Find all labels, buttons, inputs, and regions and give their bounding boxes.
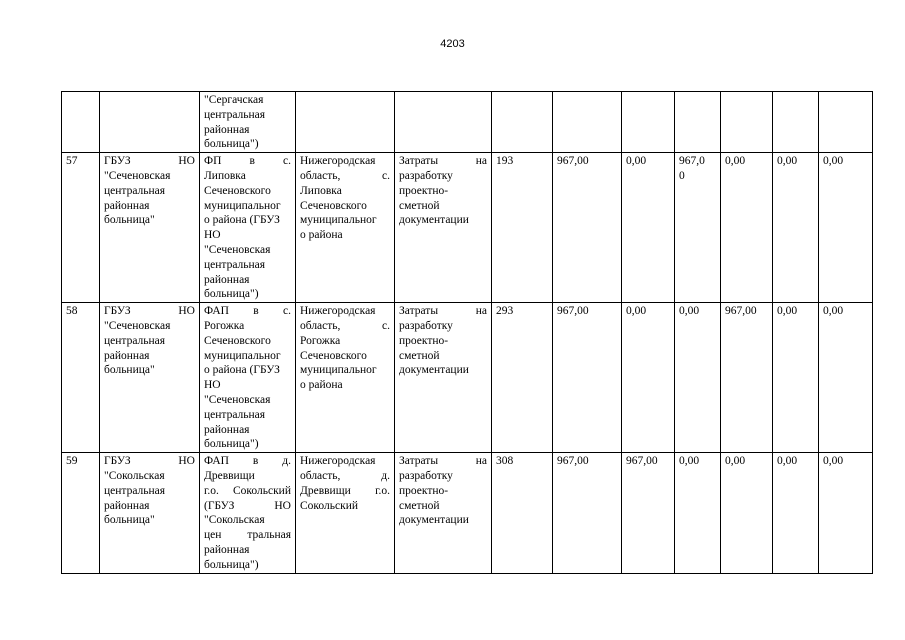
text-line: 967,0 xyxy=(679,155,705,168)
text-line: Рогожка xyxy=(204,319,245,332)
text-word: область, xyxy=(300,169,341,182)
text-line: муниципальног xyxy=(300,214,377,227)
cell-num xyxy=(62,92,100,153)
text-line xyxy=(300,469,390,484)
text-line xyxy=(104,154,195,169)
text-line: центральная xyxy=(104,484,166,497)
cell-org xyxy=(100,153,200,303)
text-line xyxy=(104,454,195,469)
text-line: документации xyxy=(399,514,469,527)
table-row xyxy=(62,303,873,453)
text-line: Нижегородская xyxy=(300,455,376,468)
cell-org xyxy=(100,303,200,453)
text-line xyxy=(300,169,390,184)
text-word: на xyxy=(475,155,487,168)
page-number: 4203 xyxy=(440,38,465,50)
cell-org xyxy=(100,92,200,153)
text-line: о района (ГБУЗ xyxy=(204,364,280,377)
cell-value: 0,00 xyxy=(819,153,873,303)
cell-facility xyxy=(200,453,296,573)
text-line: больница" xyxy=(104,364,155,377)
cell-value xyxy=(721,92,773,153)
budget-table xyxy=(61,91,873,574)
text-word: ФП xyxy=(204,155,222,168)
text-word: НО xyxy=(178,455,195,468)
text-word: Сокольский xyxy=(232,484,291,497)
text-line: проектно- xyxy=(399,334,449,347)
text-word: тральная xyxy=(247,529,291,542)
text-word: область, xyxy=(300,469,341,482)
cell-code: 193 xyxy=(492,153,553,303)
cell-value: 0,00 xyxy=(819,453,873,573)
text-word: ГБУЗ xyxy=(104,305,131,318)
text-line: муниципальног xyxy=(204,199,281,212)
text-word: г.о. xyxy=(204,484,219,497)
text-line: больница") xyxy=(204,438,259,451)
text-line xyxy=(204,484,291,499)
cell-value xyxy=(675,153,721,303)
text-word: НО xyxy=(274,499,291,512)
text-line: больница") xyxy=(204,558,259,571)
text-line: "Сеченовская xyxy=(204,243,271,256)
text-word: ФАП xyxy=(204,305,229,318)
text-line: больница") xyxy=(204,288,259,301)
text-word: Древвищи xyxy=(300,484,351,497)
cell-value: 0,00 xyxy=(773,153,819,303)
text-word: в xyxy=(252,455,259,468)
text-line: центральная xyxy=(204,258,266,271)
cell-code: 293 xyxy=(492,303,553,453)
cell-facility xyxy=(200,303,296,453)
text-line xyxy=(204,499,291,514)
text-line: о района xyxy=(300,229,343,242)
text-line: Нижегородская xyxy=(300,305,376,318)
cell-location xyxy=(296,153,395,303)
text-line: документации xyxy=(399,364,469,377)
cell-code xyxy=(492,92,553,153)
cell-purpose xyxy=(395,453,492,573)
text-line: разработку xyxy=(399,169,453,182)
text-line xyxy=(399,454,487,469)
text-line: Липовка xyxy=(204,169,246,182)
text-line: районная xyxy=(104,199,150,212)
text-line: Сеченовского xyxy=(204,184,271,197)
text-line: центральная xyxy=(204,108,266,121)
cell-value: 967,00 xyxy=(721,303,773,453)
text-line: 0,00 xyxy=(679,305,700,318)
text-line: Нижегородская xyxy=(300,155,376,168)
text-line: разработку xyxy=(399,319,453,332)
text-line: Сеченовского xyxy=(300,199,367,212)
text-line: НО xyxy=(204,229,221,242)
text-line: сметной xyxy=(399,349,440,362)
text-line xyxy=(204,154,291,169)
cell-facility xyxy=(200,92,296,153)
text-line: муниципальног xyxy=(204,349,281,362)
cell-num: 57 xyxy=(62,153,100,303)
text-line: районная xyxy=(204,273,250,286)
cell-code: 308 xyxy=(492,453,553,573)
cell-location xyxy=(296,453,395,573)
text-line xyxy=(300,484,390,499)
cell-num: 59 xyxy=(62,453,100,573)
text-line: "Сергачская xyxy=(204,94,264,106)
text-word: в xyxy=(253,305,259,318)
text-line: Рогожка xyxy=(300,334,341,347)
cell-location xyxy=(296,303,395,453)
text-line xyxy=(204,304,291,319)
text-line: "Сеченовская xyxy=(104,319,171,332)
text-line: документации xyxy=(399,214,469,227)
text-word: НО xyxy=(178,155,195,168)
cell-value: 0,00 xyxy=(773,453,819,573)
cell-value: 0,00 xyxy=(622,153,675,303)
cell-value xyxy=(675,92,721,153)
text-word: с. xyxy=(382,169,390,182)
text-word: (ГБУЗ xyxy=(204,499,235,512)
text-word: г.о. xyxy=(375,484,390,497)
text-line: центральная xyxy=(104,334,166,347)
text-line: проектно- xyxy=(399,484,449,497)
text-word: с. xyxy=(283,305,291,318)
text-line: больница") xyxy=(204,138,259,151)
text-line: НО xyxy=(204,379,221,392)
text-line: 0 xyxy=(679,169,685,182)
text-line xyxy=(399,304,487,319)
cell-purpose xyxy=(395,92,492,153)
cell-value: 0,00 xyxy=(721,453,773,573)
text-word: на xyxy=(475,455,487,468)
text-line: больница" xyxy=(104,514,155,527)
text-word: цен xyxy=(204,529,222,542)
table-row-continuation xyxy=(62,92,873,153)
text-line: Сеченовского xyxy=(300,349,367,362)
text-line: районная xyxy=(204,123,250,136)
text-word: с. xyxy=(283,155,291,168)
cell-value xyxy=(622,92,675,153)
text-line: проектно- xyxy=(399,184,449,197)
text-word: на xyxy=(475,305,487,318)
text-word: ФАП xyxy=(204,455,229,468)
text-line: "Сеченовская xyxy=(204,393,271,406)
text-line: районная xyxy=(104,349,150,362)
text-line: муниципальног xyxy=(300,364,377,377)
text-line: "Сокольская xyxy=(204,514,265,527)
text-word: область, xyxy=(300,319,341,332)
cell-num: 58 xyxy=(62,303,100,453)
cell-value xyxy=(819,92,873,153)
cell-value xyxy=(773,92,819,153)
text-line: сметной xyxy=(399,499,440,512)
table-row xyxy=(62,453,873,573)
text-line xyxy=(104,304,195,319)
text-line: Сеченовского xyxy=(204,334,271,347)
text-line: больница" xyxy=(104,214,155,227)
cell-location xyxy=(296,92,395,153)
text-line: районная xyxy=(204,423,250,436)
cell-value: 0,00 xyxy=(622,303,675,453)
cell-value: 0,00 xyxy=(773,303,819,453)
text-line: районная xyxy=(204,543,250,556)
text-line: центральная xyxy=(104,184,166,197)
text-word: д. xyxy=(282,455,291,468)
text-line: о района (ГБУЗ xyxy=(204,214,280,227)
table-body xyxy=(62,92,873,574)
text-line xyxy=(204,454,291,469)
cell-value xyxy=(675,303,721,453)
cell-total: 967,00 xyxy=(553,153,622,303)
table-row xyxy=(62,153,873,303)
text-line: "Сокольская xyxy=(104,469,165,482)
text-word: в xyxy=(249,155,255,168)
cell-total: 967,00 xyxy=(553,303,622,453)
text-word: Затраты xyxy=(399,455,439,468)
text-line xyxy=(399,154,487,169)
text-line: центральная xyxy=(204,408,266,421)
cell-total: 967,00 xyxy=(553,453,622,573)
cell-purpose xyxy=(395,153,492,303)
text-line: сметной xyxy=(399,199,440,212)
text-line: 0,00 xyxy=(679,455,700,468)
cell-value: 0,00 xyxy=(819,303,873,453)
cell-total xyxy=(553,92,622,153)
text-line: о района xyxy=(300,379,343,392)
text-word: д. xyxy=(381,469,390,482)
text-word: Затраты xyxy=(399,305,439,318)
text-line: Липовка xyxy=(300,184,342,197)
text-line: "Сеченовская xyxy=(104,169,171,182)
text-word: Затраты xyxy=(399,155,439,168)
cell-value: 967,00 xyxy=(622,453,675,573)
text-line: районная xyxy=(104,499,150,512)
cell-value: 0,00 xyxy=(721,153,773,303)
text-word: ГБУЗ xyxy=(104,155,131,168)
text-word: НО xyxy=(178,305,195,318)
text-word: ГБУЗ xyxy=(104,455,131,468)
cell-org xyxy=(100,453,200,573)
cell-purpose xyxy=(395,303,492,453)
text-line: Сокольский xyxy=(300,499,359,512)
cell-value xyxy=(675,453,721,573)
text-line: Древвищи xyxy=(204,469,255,482)
text-word: с. xyxy=(382,319,390,332)
text-line xyxy=(300,319,390,334)
cell-facility xyxy=(200,153,296,303)
text-line xyxy=(204,528,291,543)
text-line: разработку xyxy=(399,469,453,482)
